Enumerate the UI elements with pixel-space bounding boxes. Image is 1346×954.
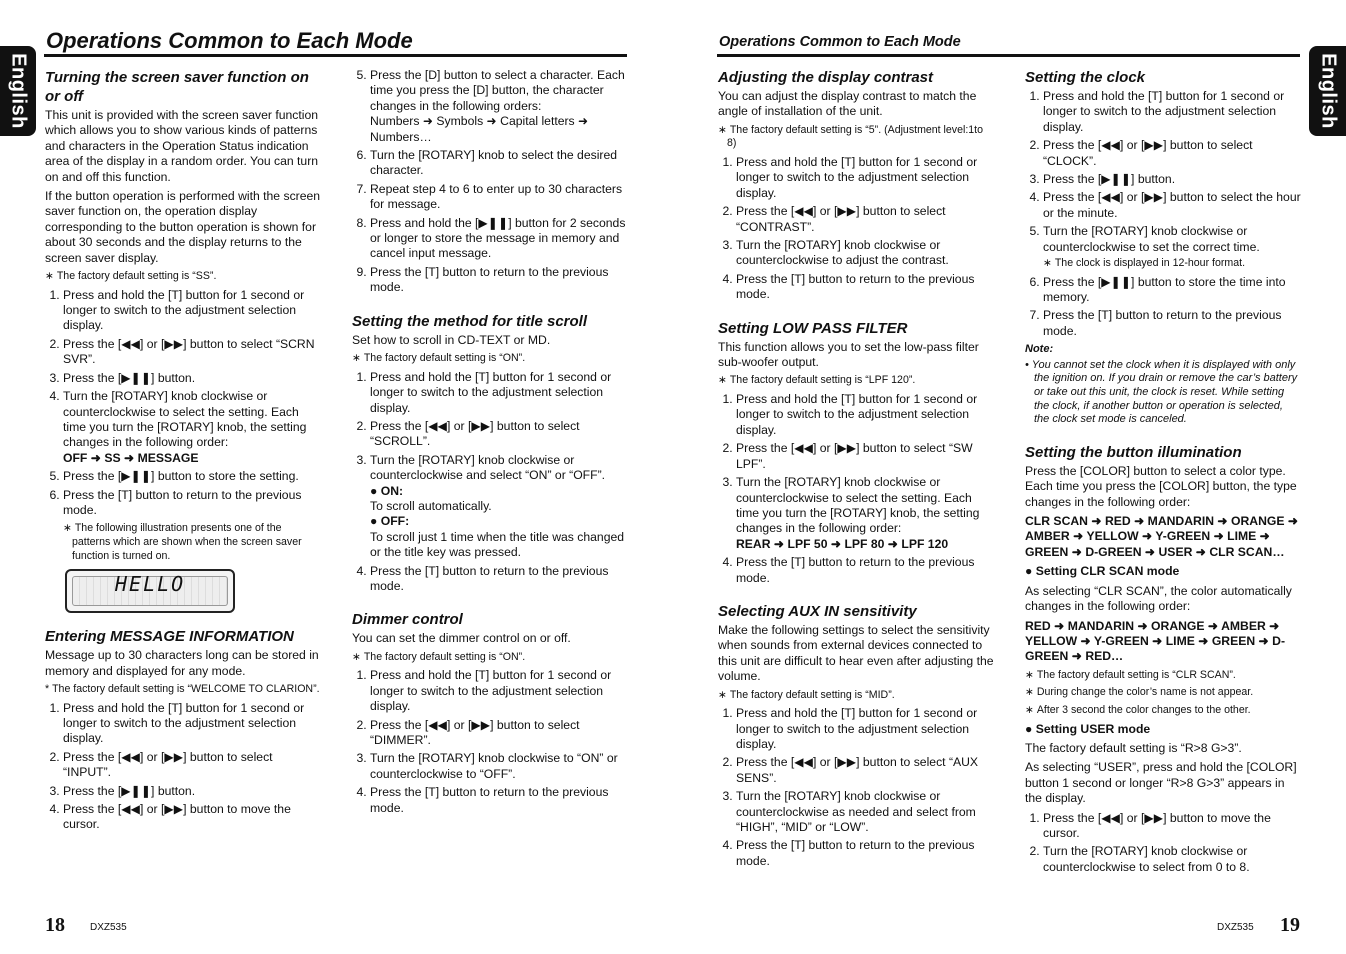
step: 2. Turn the [ROTARY] knob clockwise or counterclockwise to select from 0 to 8.: [1043, 844, 1301, 875]
paragraph: You can set the dimmer control on or off.: [352, 631, 571, 646]
step: 3. Press the [▶❚❚] button.: [1043, 172, 1301, 187]
step: 5. Turn the [ROTARY] knob clockwise or counterclockwise to set the correct time. ∗ The clock is displayed in 12-hour format.: [1043, 224, 1301, 270]
option-on-desc: To scroll automatically.: [370, 498, 492, 513]
column-2: [352, 68, 628, 820]
step: 2. Press the [◀◀] or [▶▶] button to select “INPUT”.: [63, 750, 321, 781]
step: 5. Press the [▶❚❚] button to store the setting.: [63, 469, 321, 484]
step: 8. Press and hold the [▶❚❚] button for 2 seconds or longer to store the message in memory and cancel input message.: [370, 216, 628, 262]
column-3: [718, 68, 994, 873]
step: 2. Press the [◀◀] or [▶▶] button to select “CONTRAST”.: [736, 204, 994, 235]
steps-message: [45, 701, 321, 833]
step: 2. Press the [◀◀] or [▶▶] button to select “SCROLL”.: [370, 419, 628, 450]
model-label-left: DXZ535: [90, 922, 127, 933]
step: 1. Press and hold the [T] button for 1 second or longer to switch to the adjustment selection display.: [370, 668, 628, 714]
steps-dimmer: [352, 668, 628, 816]
paragraph: You can adjust the display contrast to match the angle of installation of the unit.: [718, 89, 977, 119]
section-heading-contrast: Adjusting the display contrast: [718, 69, 934, 86]
lcd-illustration: [65, 569, 235, 613]
step: 1. Press the [◀◀] or [▶▶] button to move the cursor.: [1043, 811, 1301, 842]
step: 3. Turn the [ROTARY] knob clockwise or counterclockwise as needed and select from “HIGH”, “MID” or “LOW”.: [736, 789, 994, 835]
section-heading-message: Entering MESSAGE INFORMATION: [45, 628, 294, 646]
paragraph: This unit is provided with the screen saver function which allows you to show various kinds of patterns and characters in the Operation Status indication area of the display in a random order. You can turn on and off this function.: [45, 108, 319, 184]
subheading-clr-scan: ● Setting CLR SCAN mode: [1025, 564, 1301, 579]
note: ∗ The factory default setting is “5”. (Adjustment level:1to 8): [718, 124, 994, 151]
step: 6. Turn the [ROTARY] knob to select the desired character.: [370, 148, 628, 179]
note: ∗ The factory default setting is “SS”.: [45, 270, 321, 284]
subheading-user: ● Setting USER mode: [1025, 722, 1301, 737]
section-heading-dimmer: Dimmer control: [352, 611, 463, 629]
step: 4. Press the [T] button to return to the previous mode.: [736, 838, 994, 869]
note: * The factory default setting is “WELCOME TO CLARION”.: [45, 683, 321, 697]
steps-clock: [1025, 89, 1301, 339]
page-title: Operations Common to Each Mode: [46, 28, 413, 53]
note: ∗ The clock is displayed in 12-hour format.: [1043, 257, 1301, 271]
english-tab-label: English: [1317, 53, 1339, 129]
step: 3. Turn the [ROTARY] knob clockwise or counterclockwise and select “ON” or “OFF”. ● ON: To scroll automatically. ● OFF: To scroll just 1 time when the title was changed or the title key was pressed.: [370, 453, 628, 561]
steps-contrast: [718, 155, 994, 303]
step: 6. Press the [T] button to return to the previous mode.: [63, 488, 321, 519]
step: 4. Press the [T] button to return to the previous mode.: [370, 564, 628, 595]
note: ∗ The factory default setting is “ON”.: [352, 651, 628, 665]
step: 5. Press the [D] button to select a character. Each time you press the [D] button, the character changes in the following orders: Numbers ➜ Symbols ➜ Capital letters ➜ Numbers…: [370, 68, 628, 145]
paragraph: The factory default setting is “R>8 G>3”.: [1025, 740, 1242, 755]
steps-title-scroll: [352, 370, 628, 595]
step: 9. Press the [T] button to return to the previous mode.: [370, 265, 628, 296]
running-header: Operations Common to Each Mode: [719, 34, 961, 50]
section-heading-illumination: Setting the button illumination: [1025, 443, 1242, 461]
english-tab-right: [1309, 46, 1346, 136]
paragraph: Make the following settings to select the sensitivity when sounds from external devices connected to this unit are difficult to hear even after adjusting the volume.: [718, 622, 994, 684]
section-heading-lpf: Setting LOW PASS FILTER: [718, 319, 908, 337]
order-sequence: CLR SCAN ➜ RED ➜ MANDARIN ➜ ORANGE ➜ AMBER ➜ YELLOW ➜ Y-GREEN ➜ LIME ➜ GREEN ➜ D-GREEN ➜ USER ➜ CLR SCAN…: [1025, 514, 1299, 559]
order-sequence: OFF ➜ SS ➜ MESSAGE: [63, 450, 199, 465]
step: 7. Press the [T] button to return to the previous mode.: [1043, 308, 1301, 339]
step: 4. Press the [T] button to return to the previous mode.: [736, 555, 994, 586]
page-number-left: 18: [45, 914, 65, 936]
step: 2. Press the [◀◀] or [▶▶] button to select “CLOCK”.: [1043, 138, 1301, 169]
step: 2. Press the [◀◀] or [▶▶] button to select “SW LPF”.: [736, 441, 994, 472]
note: ∗ The factory default setting is “MID”.: [718, 689, 994, 703]
step: 4. Press the [◀◀] or [▶▶] button to move the cursor.: [63, 802, 321, 833]
step: 4. Press the [T] button to return to the previous mode.: [370, 785, 628, 816]
option-off-desc: To scroll just 1 time when the title was changed or the title key was pressed.: [370, 529, 625, 560]
paragraph: This function allows you to set the low-pass filter sub-woofer output.: [718, 339, 979, 370]
english-tab-left: [0, 46, 36, 136]
step: 1. Press and hold the [T] button for 1 second or longer to switch to the adjustment selection display.: [736, 155, 994, 201]
page-number-right: 19: [1280, 914, 1300, 936]
paragraph: As selecting “CLR SCAN”, the color automatically changes in the following order:: [1025, 583, 1292, 614]
note: ∗ The following illustration presents one of the patterns which are shown when the screen saver function is turned on.: [63, 522, 321, 563]
order-sequence: Numbers ➜ Symbols ➜ Capital letters ➜ Numbers…: [370, 114, 589, 144]
paragraph: Press the [COLOR] button to select a color type. Each time you press the [COLOR] button, the type changes in the following order:: [1025, 463, 1297, 509]
steps-screen-saver: [45, 288, 321, 519]
paragraph: As selecting “USER”, press and hold the [COLOR] button 1 second or longer “R>8 G>3” appears in the display.: [1025, 760, 1297, 806]
step: 3. Press the [▶❚❚] button.: [63, 371, 321, 386]
step: 1. Press and hold the [T] button for 1 second or longer to switch to the adjustment selection display.: [370, 370, 628, 416]
step: 1. Press and hold the [T] button for 1 second or longer to switch to the adjustment selection display.: [736, 706, 994, 752]
title-rule-right: [717, 54, 1300, 57]
note: ∗ During change the color’s name is not appear.: [1025, 686, 1301, 700]
paragraph: Message up to 30 characters long can be stored in memory and displayed for any mode.: [45, 648, 319, 678]
section-heading-title-scroll: Setting the method for title scroll: [352, 312, 588, 330]
step: 6. Press the [▶❚❚] button to store the time into memory.: [1043, 275, 1301, 306]
steps-lpf: [718, 392, 994, 586]
step: 4. Press the [◀◀] or [▶▶] button to select the hour or the minute.: [1043, 190, 1301, 221]
note: ∗ The factory default setting is “LPF 120”.: [718, 374, 994, 388]
step: 3. Turn the [ROTARY] knob clockwise to “ON” or counterclockwise to “OFF”.: [370, 751, 628, 782]
step: 1. Press and hold the [T] button for 1 second or longer to switch to the adjustment selection display.: [736, 392, 994, 438]
english-tab-label: English: [7, 53, 30, 129]
step: 1. Press and hold the [T] button for 1 second or longer to switch to the adjustment selection display.: [63, 701, 321, 747]
step: 1. Press and hold the [T] button for 1 second or longer to switch to the adjustment selection display.: [63, 288, 321, 334]
paragraph: Set how to scroll in CD-TEXT or MD.: [352, 332, 551, 347]
section-heading-aux: Selecting AUX IN sensitivity: [718, 602, 917, 620]
step: 3. Turn the [ROTARY] knob clockwise or counterclockwise to adjust the contrast.: [736, 238, 994, 269]
note: ∗ The factory default setting is “ON”.: [352, 352, 628, 366]
steps-user: [1025, 811, 1301, 876]
lcd-text: HELLO: [115, 572, 186, 597]
step: 2. Press the [◀◀] or [▶▶] button to select “SCRN SVR”.: [63, 337, 321, 368]
steps-aux: [718, 706, 994, 869]
option-off-label: ● OFF:: [370, 514, 409, 528]
step: 4. Press the [T] button to return to the previous mode.: [736, 272, 994, 303]
column-1: [45, 68, 321, 837]
model-label-right: DXZ535: [1217, 922, 1254, 933]
step: 7. Repeat step 4 to 6 to enter up to 30 characters for message.: [370, 182, 628, 213]
option-on-label: ● ON:: [370, 484, 403, 498]
step: 3. Turn the [ROTARY] knob clockwise or counterclockwise to select the setting. Each time you turn the [ROTARY] knob, the setting changes in the following order: REAR ➜ LPF 50 ➜ LPF 80 ➜ LPF 120: [736, 475, 994, 552]
steps-message-cont: [352, 68, 628, 296]
title-rule-left: [44, 54, 627, 57]
step: 3. Press the [▶❚❚] button.: [63, 784, 321, 799]
step: 2. Press the [◀◀] or [▶▶] button to select “DIMMER”.: [370, 718, 628, 749]
note-label: Note:: [1025, 343, 1054, 356]
note: ∗ The factory default setting is “CLR SCAN”.: [1025, 669, 1301, 683]
column-4: [1025, 68, 1301, 879]
step: 2. Press the [◀◀] or [▶▶] button to select “AUX SENS”.: [736, 755, 994, 786]
order-sequence: REAR ➜ LPF 50 ➜ LPF 80 ➜ LPF 120: [736, 536, 949, 551]
order-sequence: RED ➜ MANDARIN ➜ ORANGE ➜ AMBER ➜ YELLOW ➜ Y-GREEN ➜ LIME ➜ GREEN ➜ D-GREEN ➜ RED…: [1025, 618, 1286, 664]
paragraph: If the button operation is performed with the screen saver function on, the operation display corresponding to the button operation is shown for about 30 seconds and the display returns to the screen saver display.: [45, 189, 321, 265]
note-text: • You cannot set the clock when it is displayed with only the ignition on. If you drain or remove the car’s battery or take out this unit, the clock is reset. While setting the clock, if another button or operation is selected, the clock set mode is canceled.: [1025, 358, 1298, 426]
note: ∗ After 3 second the color changes to the other.: [1025, 704, 1301, 718]
step: 4. Turn the [ROTARY] knob clockwise or counterclockwise to select the setting. Each time you turn the [ROTARY] knob, the setting changes in the following order: OFF ➜ SS ➜ MESSAGE: [63, 389, 321, 466]
step: 1. Press and hold the [T] button for 1 second or longer to switch to the adjustment selection display.: [1043, 89, 1301, 135]
section-heading-clock: Setting the clock: [1025, 69, 1146, 86]
section-heading-screen-saver: Turning the screen saver function on or off: [45, 69, 309, 105]
